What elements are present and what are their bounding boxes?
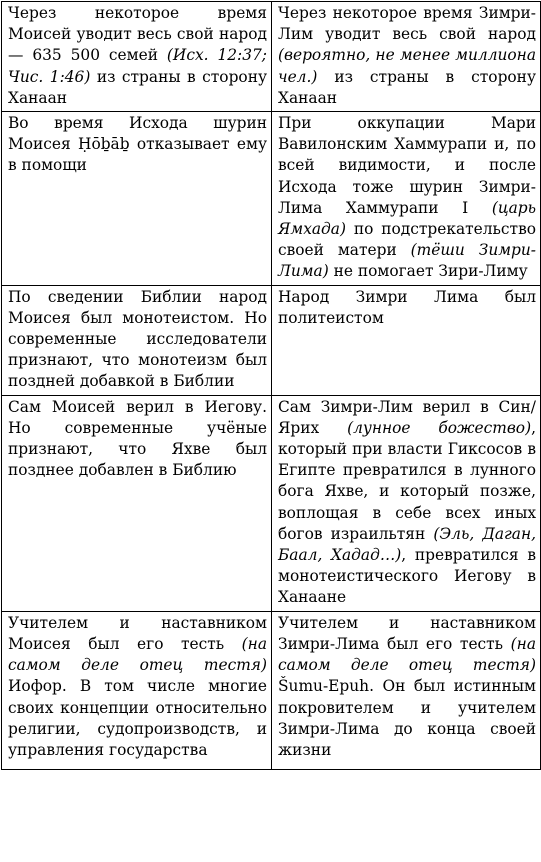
- moses-cell: [2, 285, 272, 395]
- cell-text: по подстрекательство своей матери: [278, 220, 536, 260]
- zimri-lim-cell: [272, 395, 541, 611]
- zimri-lim-cell: [272, 611, 541, 769]
- zimri-lim-cell: [272, 285, 541, 395]
- cell-text: из страны в сторону Ханаан: [278, 67, 536, 107]
- table-row: [2, 611, 541, 769]
- italic-reference: (Исх. 12:37; Чис. 1:46): [8, 46, 267, 86]
- italic-reference: (Эль, Даган, Баал, Хадад…): [278, 524, 537, 565]
- italic-reference: (царь Ямхада): [278, 198, 536, 239]
- moses-cell: [2, 112, 272, 286]
- cell-text: из страны в сторону Ханаан: [8, 67, 268, 107]
- cell-text: Иофор. В том числе многие своих концепции относительно религии, судопроизводств, и управления государства: [8, 677, 267, 759]
- cell-text: Через некоторое время Моисей уводит весь свой народ — 635 500 семей: [8, 4, 267, 65]
- cell-text: Сам Зимри-Лим верил в Син/Ярих: [278, 397, 536, 437]
- table-row: [2, 395, 541, 611]
- zimri-lim-cell: [272, 112, 541, 286]
- italic-reference: (лунное божество): [347, 418, 532, 437]
- cell-text: , который при власти Гиксосов в Египте превратился в лунного бога Яхве, и который позже, воплощая в себе всех иных богов израильтян: [278, 418, 536, 543]
- cell-text: Šumu-Epuh. Он был истинным покровителем и учителем Зимри-Лима до конца своей жизни: [278, 677, 536, 759]
- comparison-table: [1, 1, 541, 770]
- cell-text: не помогает Зири-Лиму: [328, 262, 528, 281]
- cell-text: Сам Моисей верил в Иегову. Но современные учёные признают, что Яхве был позднее добавлен в Библию: [8, 397, 267, 480]
- cell-text: При оккупации Мари Вавилонским Хаммурапи и, по всей видимости, и после Исхода тоже шурин Зимри-Лима Хаммурапи I: [278, 114, 536, 217]
- cell-text: Народ Зимри Лима был политеистом: [278, 287, 536, 327]
- italic-reference: (вероятно, не менее миллиона чел.): [278, 46, 536, 86]
- zimri-lim-cell: [272, 2, 541, 112]
- cell-text: Учителем и наставником Моисея был его тесть: [8, 613, 267, 653]
- moses-cell: [2, 611, 272, 769]
- cell-text: Учителем и наставником Зимри-Лима был его тесть: [278, 613, 536, 653]
- italic-reference: (тёши Зимри-Лима): [278, 241, 536, 281]
- table-row: [2, 112, 541, 286]
- cell-text: По сведении Библии народ Моисея был монотеистом. Но современные исследователи признают, что монотеизм был поздней добавкой в Библии: [8, 287, 267, 391]
- moses-cell: [2, 395, 272, 611]
- moses-cell: [2, 2, 272, 112]
- table-row: [2, 285, 541, 395]
- italic-reference: (на самом деле отец тестя): [8, 634, 267, 675]
- cell-text: , превратился в монотеистического Иегову в Ханаане: [278, 546, 536, 607]
- table-row: [2, 2, 541, 112]
- table-body: [2, 2, 541, 770]
- italic-reference: (на самом деле отец тестя): [278, 634, 536, 675]
- cell-text: Во время Исхода шурин Моисея Ḥōḇāḇ отказывает ему в помощи: [8, 114, 267, 175]
- cell-text: Через некоторое время Зимри-Лим уводит весь свой народ: [278, 4, 536, 44]
